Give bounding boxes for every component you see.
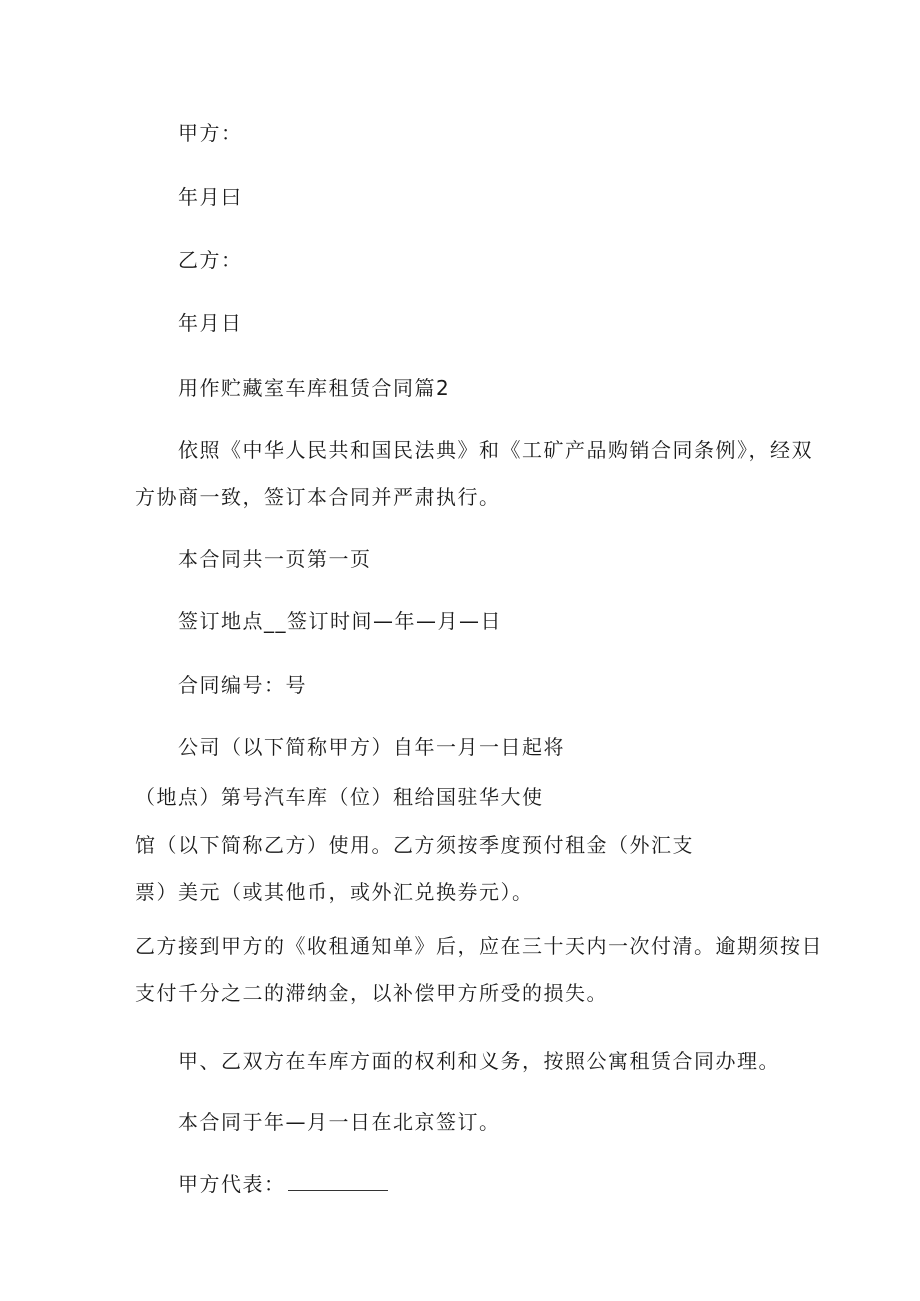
clause-3: 甲、乙双方在车库方面的权利和义务，按照公寓租赁合同办理。 (178, 1049, 780, 1073)
clause-1-line-2: （地点）第号汽车库（位）租给国驻华大使 (135, 785, 544, 809)
party-b-label: 乙方： (178, 248, 243, 272)
contract-number: 合同编号：号 (178, 673, 307, 697)
intro-line-1: 依照《中华人民共和国民法典》和《工矿产品购销合同条例》，经双 (178, 438, 813, 462)
clause-2-line-2: 支付千分之二的滞纳金，以补偿甲方所受的损失。 (135, 981, 608, 1005)
rep-a-line (178, 1170, 388, 1198)
clause-2-line-1: 乙方接到甲方的《收租通知单》后，应在三十天内一次付清。逾期须按日 (135, 934, 823, 958)
sign-place-time: 签订地点__签订时间—年—月—日 (178, 609, 502, 633)
signing-note: 本合同于年—月一日在北京签订。 (178, 1110, 501, 1134)
rep-a-signature-blank (288, 1170, 388, 1191)
section-title: 用作贮藏室车库租赁合同篇2 (178, 376, 451, 400)
clause-1-line-4: 票）美元（或其他币，或外汇兑换券元）。 (135, 880, 534, 904)
rep-a-label: 甲方代表： (178, 1172, 286, 1196)
clause-1-line-3: 馆（以下简称乙方）使用。乙方须按季度预付租金（外汇支 (135, 833, 694, 857)
intro-line-2: 方协商一致，签订本合同并严肃执行。 (135, 485, 501, 509)
pages-info: 本合同共一页第一页 (178, 547, 372, 571)
party-b-date: 年月日 (178, 311, 243, 335)
party-a-date: 年月曰 (178, 185, 243, 209)
party-a-label: 甲方： (178, 121, 243, 145)
clause-1-line-1: 公司（以下简称甲方）自年一月一日起将 (178, 735, 565, 759)
